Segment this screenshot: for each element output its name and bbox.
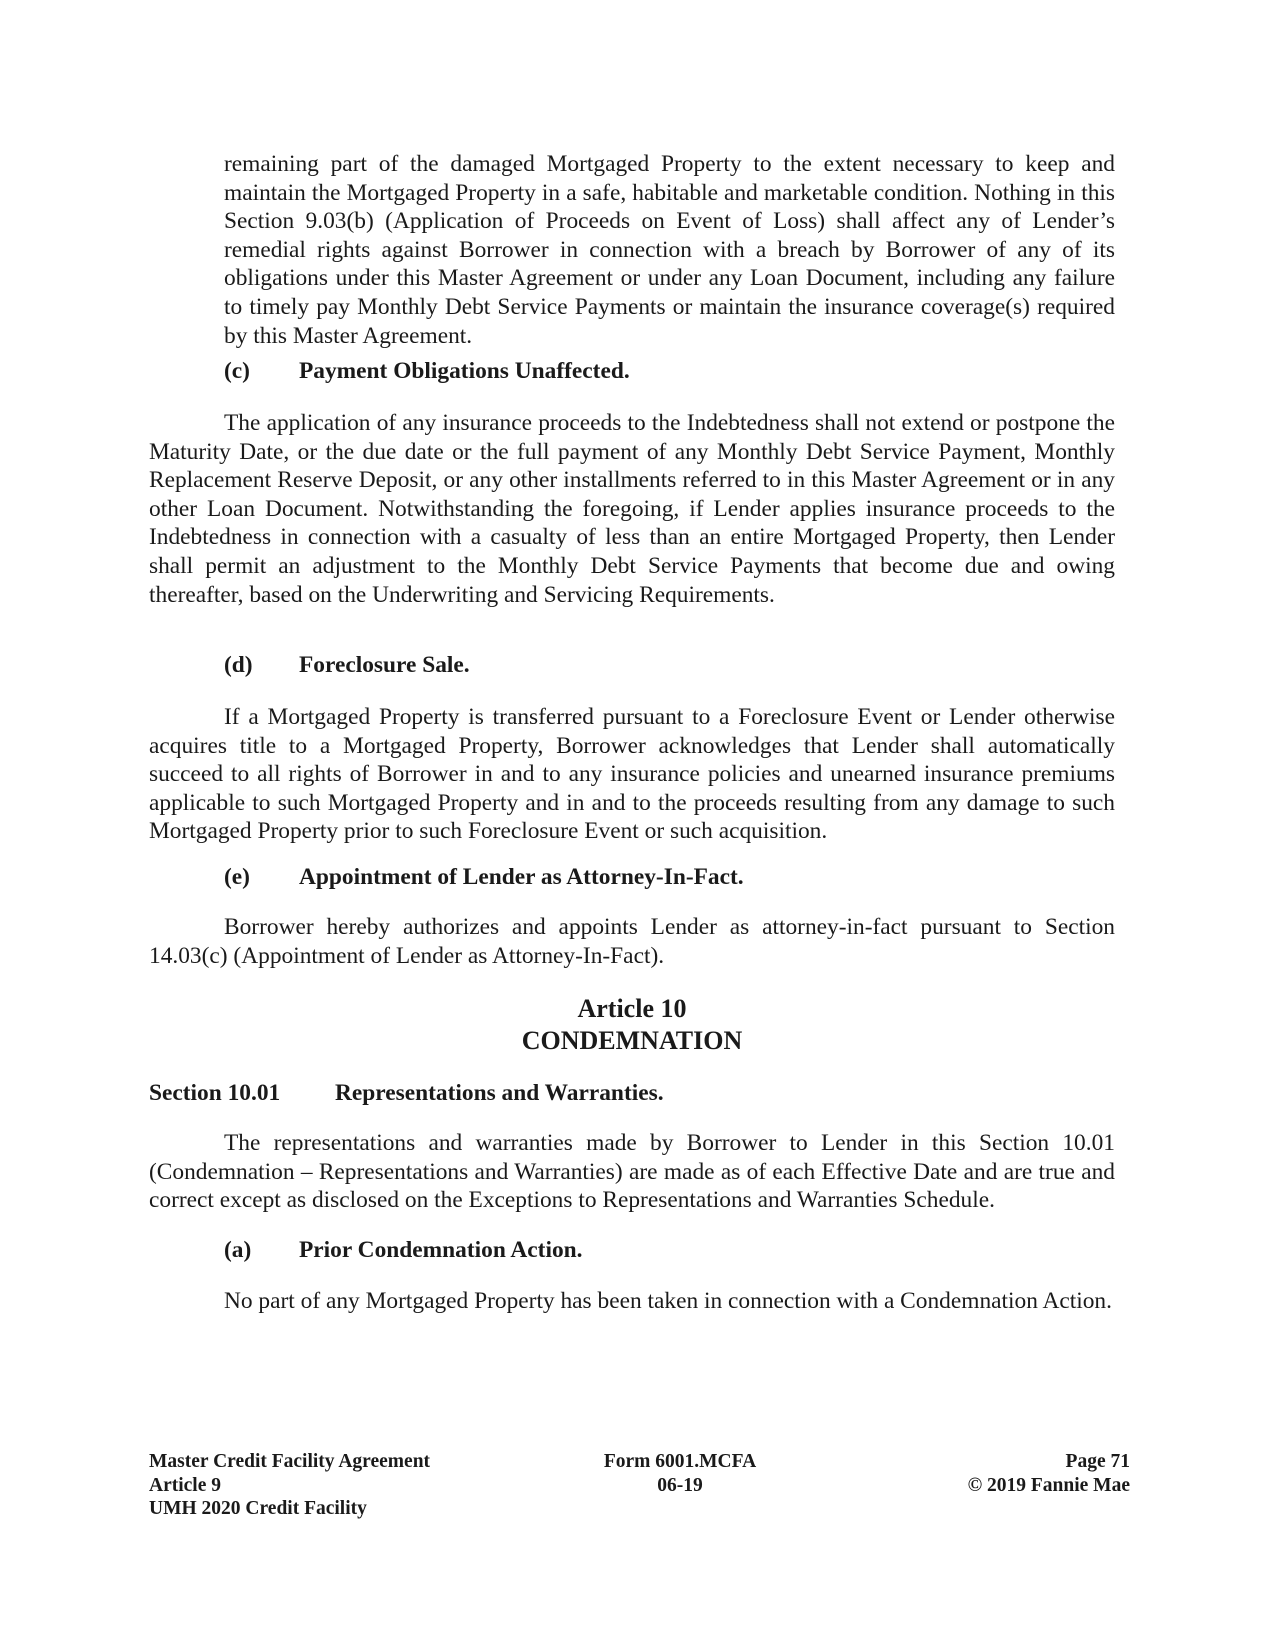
article-heading <box>149 993 1115 1057</box>
subsection-title: Payment Obligations Unaffected. <box>299 358 630 384</box>
footer-center <box>600 1450 760 1497</box>
paragraph-attorney-in-fact: Borrower hereby authorizes and appoints Lender as attorney-in-fact pursuant to Section 14.03(c) (Appointment of Lender as Attorney-In-Fact). <box>149 914 1115 969</box>
subsection-letter: (a) <box>224 1237 252 1263</box>
article-number: Article 10 <box>577 994 687 1023</box>
subsection-a-heading <box>224 1236 583 1264</box>
subsection-title: Foreclosure Sale. <box>299 652 470 678</box>
footer-page-number: Page 71 <box>1065 1451 1130 1472</box>
subsection-title: Prior Condemnation Action. <box>299 1237 583 1263</box>
subsection-letter: (c) <box>224 358 250 384</box>
section-heading <box>149 1079 664 1107</box>
paragraph-payment-obligations: The application of any insurance proceeds to the Indebtedness shall not extend or postpone the Maturity Date, or the due date or the full payment of any Monthly Debt Service Payment, Monthly Replacement Reserve Deposit, or any other installments referred to in this Master Agreement or in any other Loan Document. Notwithstanding the foregoing, if Lender applies insurance proceeds to the Indebtedness in connection with a casualty of less than an entire Mortgaged Property, then Lender shall permit an adjustment to the Monthly Debt Service Payments that become due and owing thereafter, based on the Underwriting and Servicing Requirements. <box>149 410 1115 608</box>
footer-left <box>149 1450 430 1521</box>
continuation-paragraph: remaining part of the damaged Mortgaged Property to the extent necessary to keep and maintain the Mortgaged Property in a safe, habitable and marketable condition. Nothing in this Section 9.03(b) (Application of Proceeds on Event of Loss) shall affect any of Lender’s remedial rights against Borrower in connection with a breach by Borrower of any of its obligations under this Master Agreement or under any Loan Document, including any failure to timely pay Monthly Debt Service Payments or maintain the insurance coverage(s) required by this Master Agreement. <box>224 151 1115 349</box>
article-title: CONDEMNATION <box>521 1026 743 1055</box>
paragraph-representations: The representations and warranties made by Borrower to Lender in this Section 10.01 (Condemnation – Representations and Warranties) are made as of each Effective Date and are true and correct except as disclosed on the Exceptions to Representations and Warranties Schedule. <box>149 1130 1115 1214</box>
paragraph-prior-condemnation: No part of any Mortgaged Property has been taken in connection with a Condemnation Action. <box>224 1288 1112 1314</box>
footer-right <box>900 1450 1130 1497</box>
subsection-d-heading <box>224 651 470 679</box>
section-number: Section 10.01 <box>149 1080 281 1106</box>
footer-form-date: 06-19 <box>657 1474 703 1496</box>
footer-form-number: Form 6001.MCFA <box>603 1451 757 1472</box>
footer-article: Article 9 <box>149 1474 222 1496</box>
footer-agreement-name: Master Credit Facility Agreement <box>149 1451 431 1472</box>
subsection-title: Appointment of Lender as Attorney-In-Fact. <box>299 864 744 890</box>
subsection-c-heading <box>224 357 630 385</box>
subsection-e-heading <box>224 863 744 891</box>
subsection-letter: (d) <box>224 652 253 678</box>
subsection-letter: (e) <box>224 864 250 890</box>
section-title: Representations and Warranties. <box>335 1080 664 1106</box>
footer-copyright: © 2019 Fannie Mae <box>967 1474 1130 1496</box>
footer-facility-name: UMH 2020 Credit Facility <box>149 1498 367 1519</box>
paragraph-foreclosure-sale: If a Mortgaged Property is transferred pursuant to a Foreclosure Event or Lender otherwise acquires title to a Mortgaged Property, Borrower acknowledges that Lender shall automatically succeed to all rights of Borrower in and to any insurance policies and unearned insurance premiums applicable to such Mortgaged Property and in and to the proceeds resulting from any damage to such Mortgaged Property prior to such Foreclosure Event or such acquisition. <box>149 704 1115 845</box>
